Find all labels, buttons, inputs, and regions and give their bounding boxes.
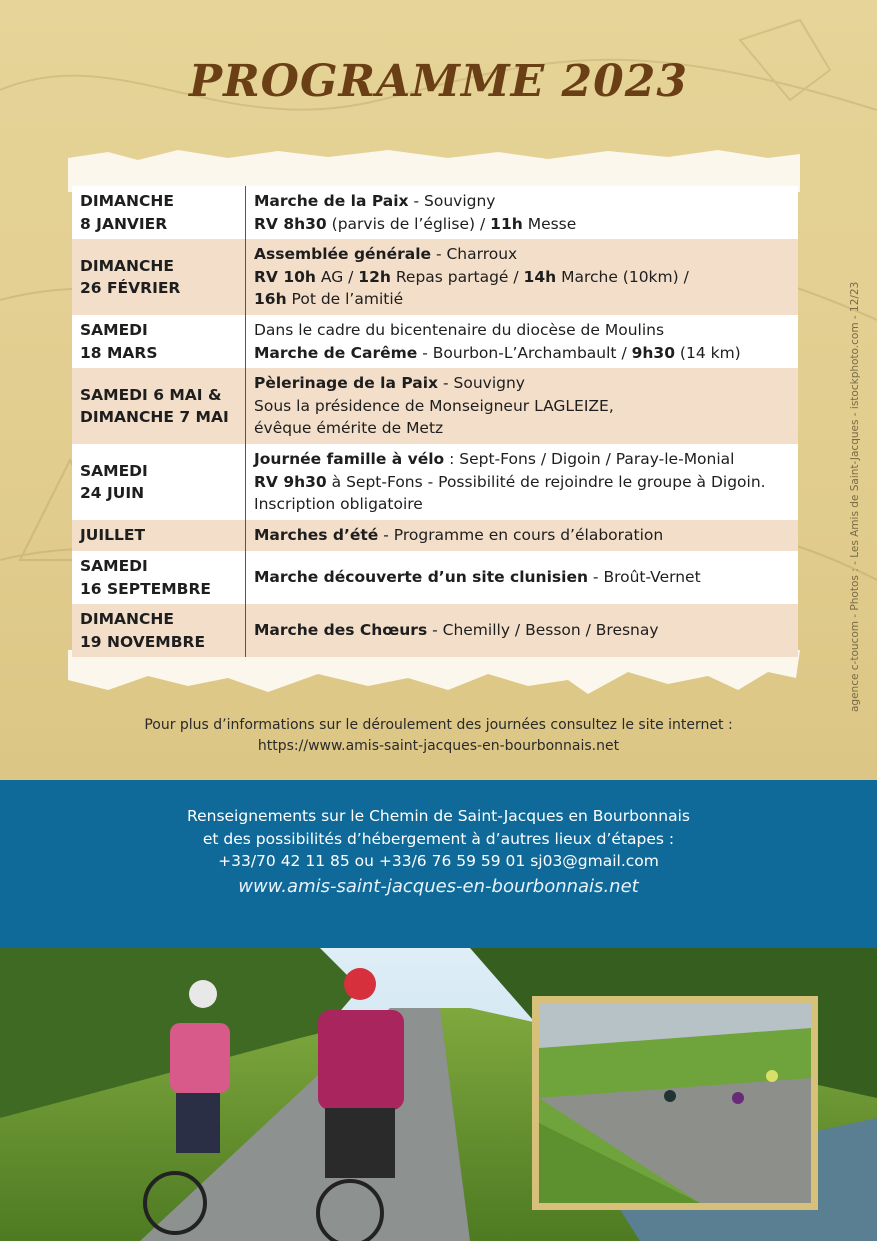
inset-photo (532, 996, 818, 1210)
info-link[interactable]: https://www.amis-saint-jacques-en-bourbonnais.net (257, 738, 620, 754)
table-row (72, 315, 798, 368)
row-details: Assemblée générale - Charroux RV 10h AG / 12h Repas partagé / 14h Marche (10km) / 16h Pot de l’amitié (254, 245, 689, 309)
table-row (72, 444, 798, 520)
row-date: SAMEDI 16 SEPTEMBRE (72, 551, 246, 604)
row-details: Marche découverte d’un site clunisien - Broût-Vernet (254, 568, 701, 587)
info-text: Pour plus d’informations sur le déroulement des journées consultez le site internet : (144, 717, 733, 733)
row-details: Marches d’été - Programme en cours d’élaboration (254, 526, 664, 545)
row-details: Pèlerinage de la Paix - Souvigny Sous la présidence de Monseigneur LAGLEIZE, évêque émérite de Metz (254, 374, 614, 438)
photo-credit: agence c-toucom - Photos : - Les Amis de Saint-Jacques - istockphoto.com - 12/23 (849, 281, 861, 712)
cyclists-photo (0, 948, 877, 1241)
contact-phone-email[interactable]: +33/70 42 11 85 ou +33/6 76 59 59 01 sj03@gmail.com (218, 852, 659, 870)
contact-website-link[interactable]: www.amis-saint-jacques-en-bourbonnais.net (238, 875, 639, 897)
row-date: JUILLET (72, 520, 246, 551)
contact-line-1: Renseignements sur le Chemin de Saint-Jacques en Bourbonnais (187, 807, 690, 825)
row-date: DIMANCHE 26 FÉVRIER (72, 239, 246, 315)
table-row (72, 368, 798, 444)
row-date: SAMEDI 24 JUIN (72, 444, 246, 520)
table-row (72, 520, 798, 551)
table-row (72, 551, 798, 604)
contact-banner (0, 780, 877, 948)
row-details: Journée famille à vélo : Sept-Fons / Digoin / Paray-le-Monial RV 9h30 à Sept-Fons - Possibilité de rejoindre le groupe à Digoin. Inscription obligatoire (254, 450, 766, 514)
program-table (72, 186, 798, 657)
row-details: Marche de la Paix - Souvigny RV 8h30 (parvis de l’église) / 11h Messe (254, 192, 577, 233)
row-date: DIMANCHE 19 NOVEMBRE (72, 604, 246, 657)
table-row (72, 186, 798, 239)
paper-edge-bottom (68, 650, 800, 706)
row-details: Dans le cadre du bicentenaire du diocèse de Moulins Marche de Carême - Bourbon-L’Archambault / 9h30 (14 km) (254, 321, 741, 362)
row-details: Marche des Chœurs - Chemilly / Besson / Bresnay (254, 621, 659, 640)
row-date: SAMEDI 6 MAI & DIMANCHE 7 MAI (72, 368, 246, 444)
info-note (0, 715, 877, 757)
contact-line-2: et des possibilités d’hébergement à d’autres lieux d’étapes : (202, 829, 675, 848)
table-row (72, 604, 798, 657)
page-title: PROGRAMME 2023 (189, 56, 688, 107)
row-date: SAMEDI 18 MARS (72, 315, 246, 368)
table-row (72, 239, 798, 315)
row-date: DIMANCHE 8 JANVIER (72, 186, 246, 239)
